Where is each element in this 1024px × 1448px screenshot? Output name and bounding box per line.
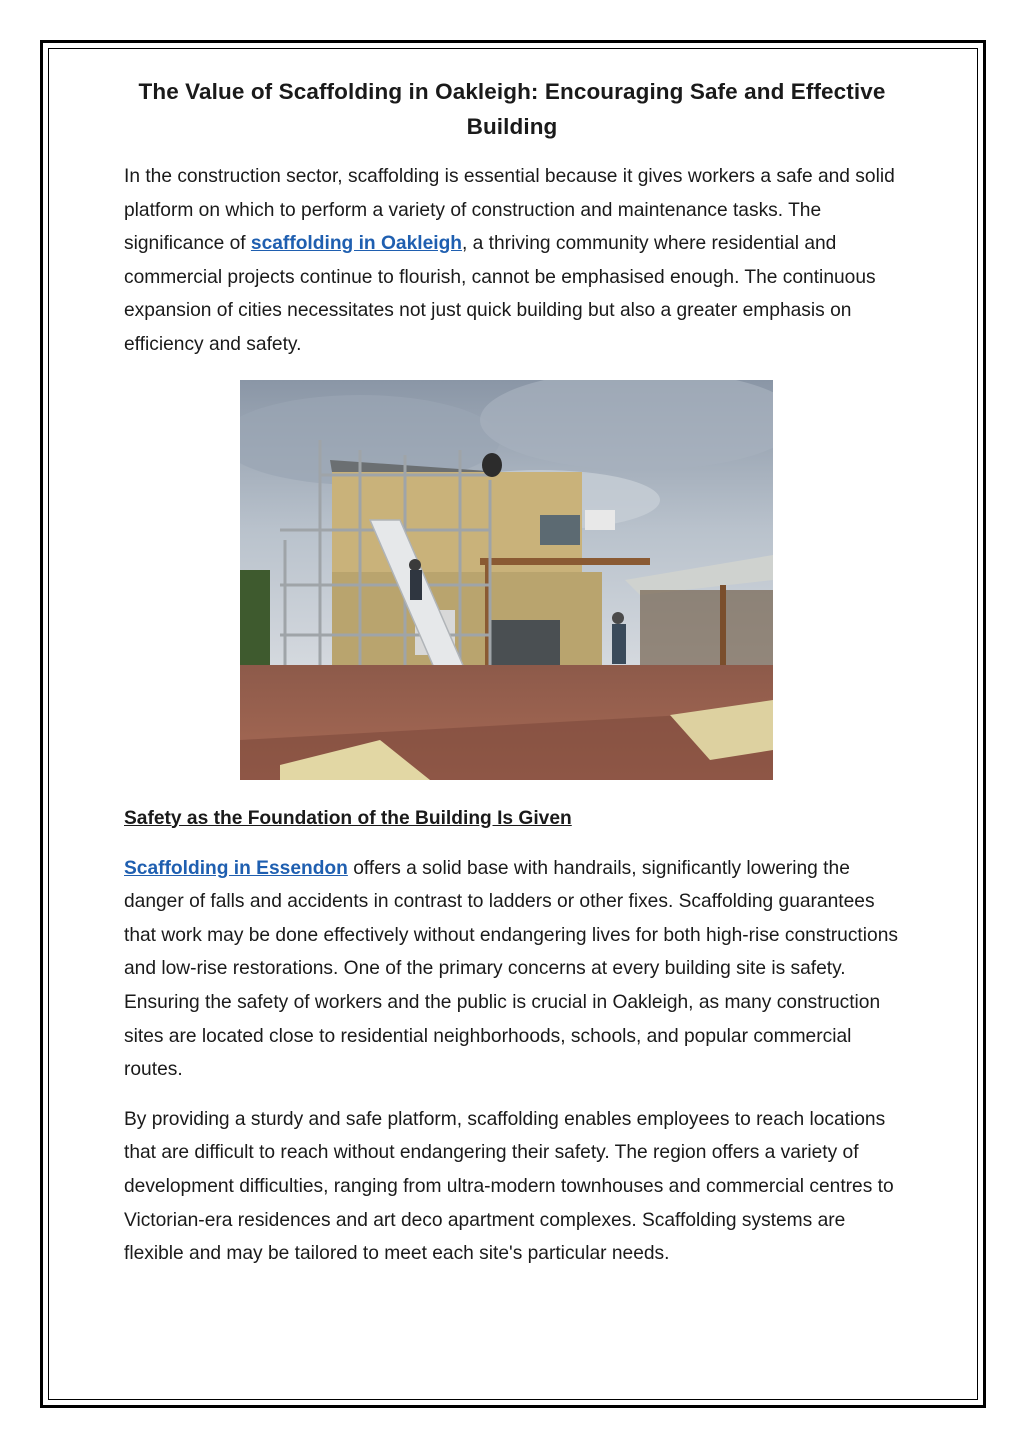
section-paragraph-2: By providing a sturdy and safe platform, scaffolding enables employees to reach locations that are difficult to reach without endangering their safety. The region offers a variety of development difficulties, ranging from ultra-modern townhouses and commercial centres to Victorian-era residences and art deco apartment complexes. Scaffolding systems are flexible and may be tailored to meet each site's particular needs. [124,1108,894,1265]
document-body [124,74,900,1271]
intro-paragraph [124,160,900,362]
section-paragraph-1-text: offers a solid base with handrails, significantly lowering the danger of falls and accidents in contrast to ladders or other fixes. Scaffolding guarantees that work may be done effectively without endangering lives for both high-rise constructions and low-rise restorations. One of the primary concerns at every building site is safety. Ensuring the safety of workers and the public is crucial in Oakleigh, as many construction sites are located close to residential neighborhoods, schools, and popular commercial routes. [124,857,898,1081]
link-scaffolding-oakleigh[interactable]: scaffolding in Oakleigh [250,233,463,255]
section-paragraph-1 [124,852,900,1087]
link-scaffolding-essendon[interactable]: Scaffolding in Essendon [124,857,348,879]
page-title: The Value of Scaffolding in Oakleigh: Encouraging Safe and Effective Building [138,79,886,139]
scaffolding-house-photo [240,380,773,780]
intro-text-after: , a thriving community where residential and commercial projects continue to flourish, cannot be emphasised enough. The continuous expansion of cities necessitates not just quick building but also a greater emphasis on efficiency and safety. [124,233,876,355]
intro-text-before: In the construction sector, scaffolding is essential because it gives workers a safe and solid platform on which to perform a variety of construction and maintenance tasks. The significance of [124,166,895,255]
section-heading: Safety as the Foundation of the Building Is Given [124,807,572,829]
